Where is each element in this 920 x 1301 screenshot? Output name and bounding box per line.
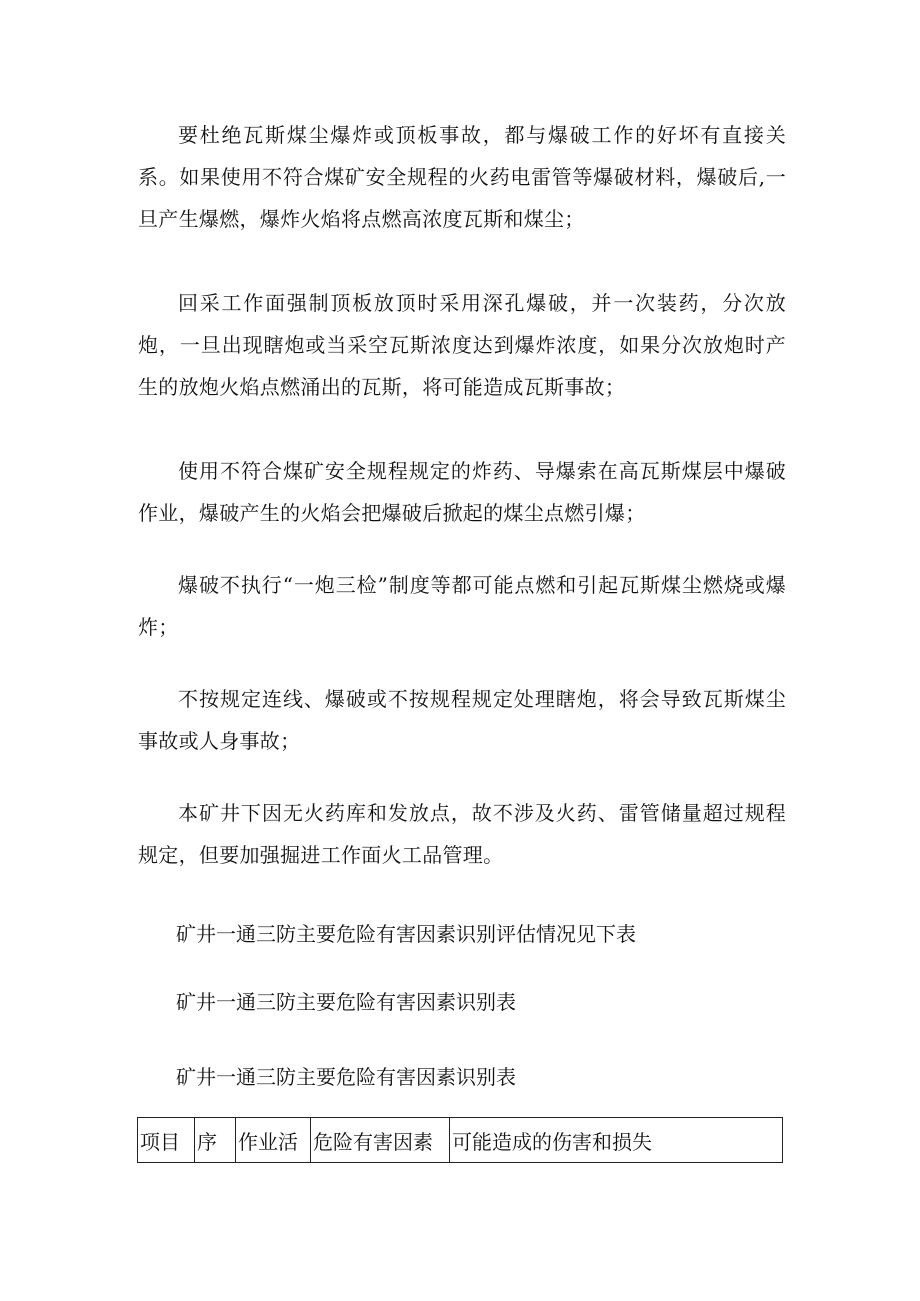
header-cell-hazard-factors: 危险有害因素: [311, 1118, 450, 1163]
header-cell-possible-harm: 可能造成的伤害和损失: [450, 1118, 783, 1163]
paragraph-roof-deep-hole-blasting: 回采工作面强制顶板放顶时采用深孔爆破，并一次装药，分次放炮，一旦出现瞎炮或当采空瓦斯浓度达到爆炸浓度，如果分次放炮时产生的放炮火焰点燃涌出的瓦斯，将可能造成瓦斯事故；: [138, 291, 786, 399]
table-header-row: [138, 1118, 783, 1163]
table-intro-text: 矿井一通三防主要危险有害因素识别评估情况见下表: [176, 922, 636, 946]
paragraph-one-blast-three-checks: 爆破不执行“一炮三检”制度等都可能点燃和引起瓦斯煤尘燃烧或爆炸；: [138, 573, 786, 639]
header-cell-work-activity: 作业活: [236, 1118, 311, 1163]
header-cell-item: 项目: [138, 1118, 195, 1163]
paragraph-noncompliant-explosives: 使用不符合煤矿安全规程规定的炸药、导爆索在高瓦斯煤层中爆破作业，爆破产生的火焰会把爆破后掀起的煤尘点燃引爆；: [138, 459, 786, 525]
table-caption: 矿井一通三防主要危险有害因素识别表: [176, 1065, 516, 1089]
paragraph-misfire-handling: 不按规定连线、爆破或不按规程规定处理瞎炮，将会导致瓦斯煤尘事故或人身事故；: [138, 687, 786, 753]
header-cell-sequence: 序: [195, 1118, 236, 1163]
paragraph-blasting-gas-dust: 要杜绝瓦斯煤尘爆炸或顶板事故，都与爆破工作的好坏有直接关系。如果使用不符合煤矿安全规程的火药电雷管等爆破材料，爆破后,一旦产生爆燃，爆炸火焰将点燃高浓度瓦斯和煤尘；: [138, 123, 786, 231]
risk-identification-table: [137, 1117, 783, 1163]
section-heading: 矿井一通三防主要危险有害因素识别表: [176, 990, 516, 1014]
paragraph-no-explosive-storage: 本矿井下因无火药库和发放点，故不涉及火药、雷管储量超过规程规定，但要加强掘进工作面火工品管理。: [138, 801, 786, 867]
